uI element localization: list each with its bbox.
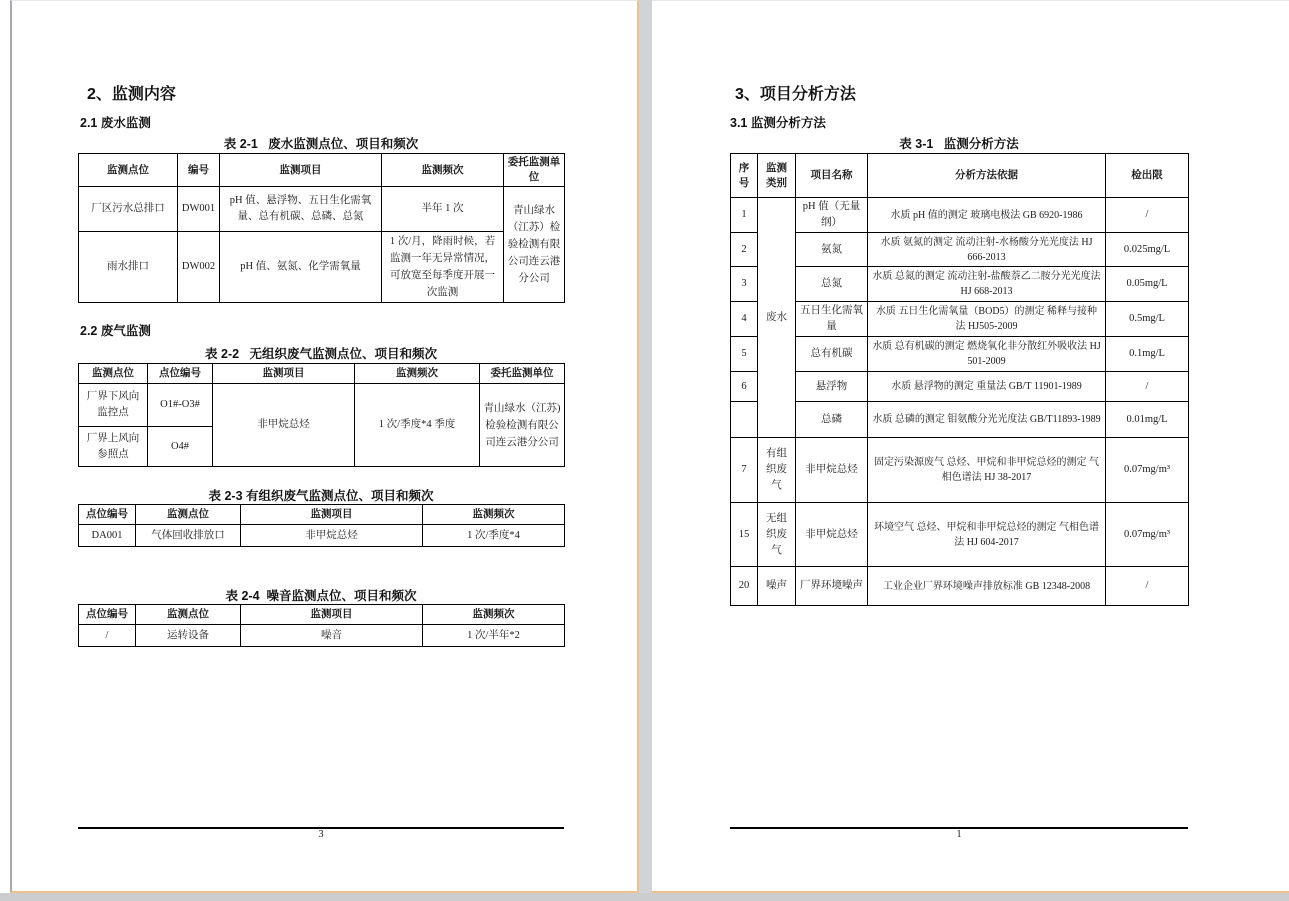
table-row	[731, 372, 1189, 402]
cell-detection-limit: 0.05mg/L	[1106, 267, 1189, 302]
cell-method: 环境空气 总烃、甲烷和非甲烷总烃的测定 气相色谱法 HJ 604-2017	[868, 503, 1106, 567]
cell-item: 噪音	[241, 625, 423, 647]
section-title-2: 2、监测内容	[87, 86, 176, 103]
column-header: 监测频次	[423, 605, 565, 625]
cell-method: 水质 氨氮的测定 流动注射-水杨酸分光光度法 HJ 666-2013	[868, 233, 1106, 267]
column-header: 监测项目	[213, 364, 355, 384]
cell-detection-limit: 0.07mg/m³	[1106, 438, 1189, 503]
cell-number: 1	[731, 198, 758, 233]
cell-item-name: 氨氮	[796, 233, 868, 267]
cell-unit: 青山绿水（江苏）检验检测有限公司连云港分公司	[504, 187, 565, 303]
cell-item-name: 厂界环境噪声	[796, 567, 868, 606]
cell-site: 厂界上风向参照点	[79, 427, 148, 467]
column-header: 监测点位	[136, 505, 241, 525]
cell-method: 水质 五日生化需氧量（BOD5）的测定 稀释与接种法 HJ505-2009	[868, 302, 1106, 337]
cell-number: 6	[731, 372, 758, 402]
cell-number: 15	[731, 503, 758, 567]
column-header: 监测频次	[355, 364, 480, 384]
section-title-3: 3、项目分析方法	[735, 86, 856, 103]
cell-method: 水质 总有机碳的测定 燃烧氧化非分散红外吸收法 HJ 501-2009	[868, 337, 1106, 372]
cell-items: pH 值、悬浮物、五日生化需氧量、总有机碳、总磷、总氮	[220, 187, 382, 232]
page-right	[652, 0, 1289, 893]
cell-item: 非甲烷总烃	[241, 525, 423, 547]
column-header: 分析方法依据	[868, 154, 1106, 198]
cell-number	[731, 402, 758, 438]
cell-item-name: 非甲烷总烃	[796, 503, 868, 567]
column-header: 监测频次	[382, 154, 504, 187]
table-2-4	[78, 604, 565, 647]
cell-number: 3	[731, 267, 758, 302]
cell-code: O1#-O3#	[148, 384, 213, 427]
page-left	[10, 0, 639, 893]
table-2-1-caption: 表 2-1 废水监测点位、项目和频次	[223, 137, 419, 151]
cell-method: 工业企业厂界环境噪声排放标准 GB 12348-2008	[868, 567, 1106, 606]
cell-detection-limit: /	[1106, 372, 1189, 402]
table-row	[79, 525, 565, 547]
cell-category: 噪声	[758, 567, 796, 606]
cell-frequency: 1 次/半年*2	[423, 625, 565, 647]
cell-item-name: 总有机碳	[796, 337, 868, 372]
cell-site: 雨水排口	[79, 232, 178, 303]
cell-frequency: 1 次/季度*4 季度	[355, 384, 480, 467]
cell-site: 厂界下风向监控点	[79, 384, 148, 427]
cell-number: 5	[731, 337, 758, 372]
subsection-2-2: 2.2 废气监测	[80, 324, 151, 338]
table-row	[79, 384, 565, 427]
cell-number: 20	[731, 567, 758, 606]
cell-number: 7	[731, 438, 758, 503]
column-header: 监测项目	[241, 505, 423, 525]
column-header: 项目名称	[796, 154, 868, 198]
table-row	[79, 154, 565, 187]
cell-item: 非甲烷总烃	[213, 384, 355, 467]
table-row	[731, 267, 1189, 302]
table-row	[79, 232, 565, 303]
cell-category: 有组织废气	[758, 438, 796, 503]
table-row	[731, 154, 1189, 198]
cell-code: DA001	[79, 525, 136, 547]
table-row	[731, 402, 1189, 438]
column-header: 点位编号	[79, 505, 136, 525]
table-row	[731, 567, 1189, 606]
cell-code: DW001	[178, 187, 220, 232]
subsection-3-1: 3.1 监测分析方法	[730, 116, 826, 130]
cell-number: 4	[731, 302, 758, 337]
cell-items: pH 值、氨氮、化学需氧量	[220, 232, 382, 303]
table-row	[731, 503, 1189, 567]
cell-code: /	[79, 625, 136, 647]
cell-detection-limit: 0.07mg/m³	[1106, 503, 1189, 567]
cell-detection-limit: /	[1106, 198, 1189, 233]
cell-item-name: 悬浮物	[796, 372, 868, 402]
table-row	[731, 233, 1189, 267]
column-header: 委托监测单位	[504, 154, 565, 187]
cell-category: 废水	[758, 198, 796, 438]
cell-method: 水质 总氮的测定 流动注射-盐酸萘乙二胺分光光度法 HJ 668-2013	[868, 267, 1106, 302]
table-row	[79, 505, 565, 525]
table-2-2-caption: 表 2-2 无组织废气监测点位、项目和频次	[205, 347, 437, 361]
page-number: 1	[956, 829, 962, 840]
cell-code: O4#	[148, 427, 213, 467]
column-header: 委托监测单位	[480, 364, 565, 384]
column-header: 监测频次	[423, 505, 565, 525]
cell-frequency: 半年 1 次	[382, 187, 504, 232]
cell-item-name: 非甲烷总烃	[796, 438, 868, 503]
table-2-2	[78, 363, 565, 467]
cell-method: 水质 悬浮物的测定 重量法 GB/T 11901-1989	[868, 372, 1106, 402]
cell-item-name: 总氮	[796, 267, 868, 302]
cell-item-name: pH 值（无量纲）	[796, 198, 868, 233]
cell-method: 水质 pH 值的测定 玻璃电极法 GB 6920-1986	[868, 198, 1106, 233]
table-row	[731, 198, 1189, 233]
column-header: 监测类别	[758, 154, 796, 198]
background-band	[0, 893, 1289, 901]
column-header: 编号	[178, 154, 220, 187]
column-header: 序号	[731, 154, 758, 198]
cell-site: 运转设备	[136, 625, 241, 647]
cell-detection-limit: /	[1106, 567, 1189, 606]
table-3-1	[730, 153, 1189, 606]
column-header: 监测点位	[79, 154, 178, 187]
cell-category: 无组织废气	[758, 503, 796, 567]
subsection-2-1: 2.1 废水监测	[80, 116, 151, 130]
table-2-3-caption: 表 2-3 有组织废气监测点位、项目和频次	[208, 489, 434, 503]
table-2-3	[78, 504, 565, 547]
table-row	[79, 605, 565, 625]
table-row	[731, 438, 1189, 503]
page-number: 3	[318, 829, 324, 840]
cell-site: 厂区污水总排口	[79, 187, 178, 232]
cell-method: 固定污染源废气 总烃、甲烷和非甲烷总烃的测定 气相色谱法 HJ 38-2017	[868, 438, 1106, 503]
cell-detection-limit: 0.1mg/L	[1106, 337, 1189, 372]
page-gap	[639, 0, 652, 893]
cell-detection-limit: 0.01mg/L	[1106, 402, 1189, 438]
column-header: 监测项目	[241, 605, 423, 625]
table-row	[79, 364, 565, 384]
table-2-1	[78, 153, 565, 303]
column-header: 监测项目	[220, 154, 382, 187]
table-row	[79, 187, 565, 232]
table-3-1-caption: 表 3-1 监测分析方法	[899, 137, 1019, 151]
column-header: 点位编号	[79, 605, 136, 625]
table-row	[79, 625, 565, 647]
cell-site: 气体回收排放口	[136, 525, 241, 547]
column-header: 监测点位	[136, 605, 241, 625]
column-header: 监测点位	[79, 364, 148, 384]
cell-item-name: 总磷	[796, 402, 868, 438]
table-row	[731, 337, 1189, 372]
cell-frequency: 1 次/月，降雨时候，若监测一年无异常情况，可放宽至每季度开展一次监测	[382, 232, 504, 303]
cell-frequency: 1 次/季度*4	[423, 525, 565, 547]
cell-number: 2	[731, 233, 758, 267]
cell-method: 水质 总磷的测定 钼氨酸分光光度法 GB/T11893-1989	[868, 402, 1106, 438]
cell-detection-limit: 0.5mg/L	[1106, 302, 1189, 337]
cell-unit: 青山绿水（江苏)检验检测有限公司连云港分公司	[480, 384, 565, 467]
table-row	[731, 302, 1189, 337]
table-2-4-caption: 表 2-4 噪音监测点位、项目和频次	[225, 589, 417, 603]
column-header: 点位编号	[148, 364, 213, 384]
cell-code: DW002	[178, 232, 220, 303]
column-header: 检出限	[1106, 154, 1189, 198]
cell-detection-limit: 0.025mg/L	[1106, 233, 1189, 267]
cell-item-name: 五日生化需氧量	[796, 302, 868, 337]
